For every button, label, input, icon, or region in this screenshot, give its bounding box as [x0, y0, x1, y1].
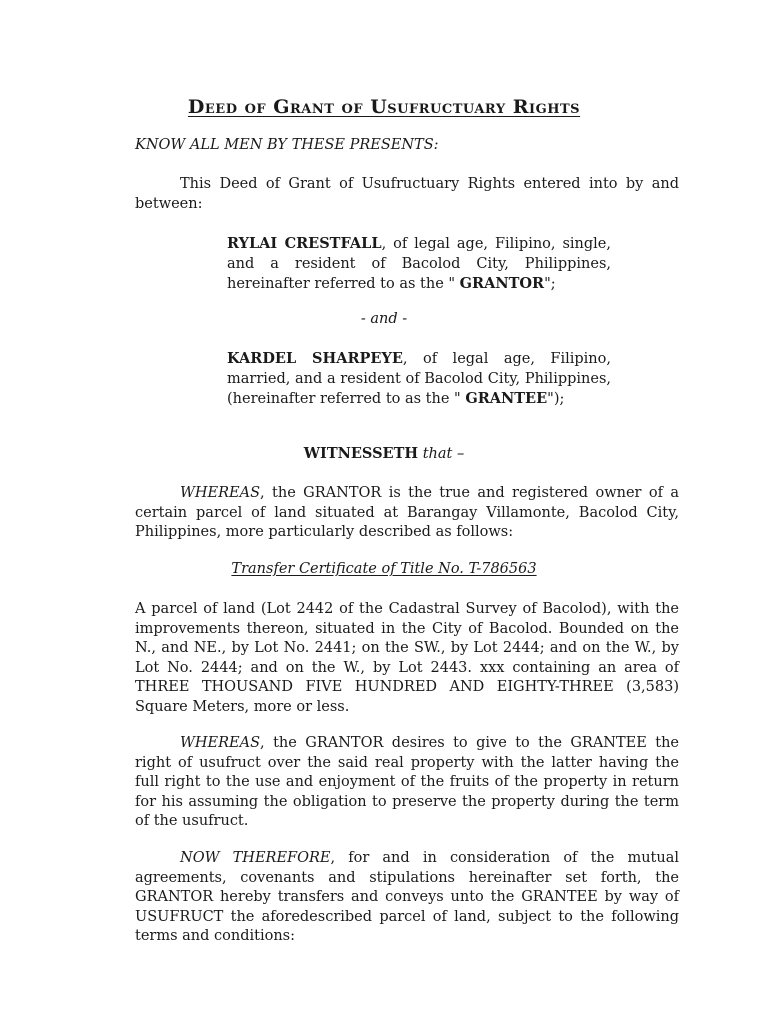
and-separator: [0, 311, 768, 327]
whereas-2-lead: WHEREAS: [180, 735, 261, 751]
document-title: Deed of Grant of Usufructuary Rights: [187, 96, 581, 118]
witnesseth-bold: WITNESSETH: [303, 445, 419, 462]
grantee-block: [227, 349, 611, 410]
grantee-end: ");: [547, 391, 565, 407]
grantor-role: GRANTOR: [459, 275, 545, 292]
whereas-2-text: , the GRANTOR desires to give to the GRANTEE the right of usufruct over the said real property with the latter having the full right to the use and enjoyment of the fruits of the property in return for his assuming the obligation to preserve the property during the term of the usufruct.: [135, 735, 679, 829]
intro-paragraph: This Deed of Grant of Usufructuary Rights entered into by and between:: [135, 176, 679, 212]
grantor-name: RYLAI CRESTFALL: [227, 235, 382, 252]
witnesseth-line: [0, 445, 768, 462]
whereas-1-lead: WHEREAS: [180, 485, 261, 501]
now-therefore-lead: NOW THEREFORE: [180, 850, 331, 866]
now-therefore-paragraph: [135, 849, 679, 947]
grantor-block: [227, 234, 611, 295]
know-all-men-heading: KNOW ALL MEN BY THESE PRESENTS:: [135, 137, 439, 153]
tct-line: [0, 561, 768, 577]
grantor-description: , of legal age, Filipino, single, and a resident of Bacolod City, Philippines, hereinafter referred to as the ": [227, 236, 611, 292]
tct-heading: Transfer Certificate of Title No. T-786563: [231, 561, 537, 577]
witnesseth-italic: that –: [422, 446, 465, 462]
now-therefore-text: , for and in consideration of the mutual agreements, covenants and stipulations hereinafter set forth, the GRANTOR hereby transfers and conveys unto the GRANTEE by way of USUFRUCT the aforedescribed parcel of land, subject to the following terms and conditions:: [135, 850, 679, 944]
grantee-name: KARDEL SHARPEYE: [227, 350, 403, 367]
grantor-end: ";: [544, 276, 556, 292]
whereas-1-text: , the GRANTOR is the true and registered owner of a certain parcel of land situated at Barangay Villamonte, Bacolod City, Philippines, more particularly described as follows:: [135, 485, 679, 540]
whereas-paragraph-1: [135, 484, 679, 543]
whereas-paragraph-2: [135, 734, 679, 832]
grantee-role: GRANTEE: [465, 390, 548, 407]
grantee-description: , of legal age, Filipino, married, and a resident of Bacolod City, Philippines, (hereinafter referred to as the ": [227, 351, 611, 407]
land-description-paragraph: A parcel of land (Lot 2442 of the Cadastral Survey of Bacolod), with the improvements thereon, situated in the City of Bacolod. Bounded on the N., and NE., by Lot No. 2441; on the SW., by Lot 2444; and on the W., by Lot No. 2444; and on the W., by Lot 2443. xxx containing an area of THREE THOUSAND FIVE HUNDRED AND EIGHTY-THREE (3,583) Square Meters, more or less.: [135, 601, 679, 715]
and-separator-text: - and -: [360, 311, 408, 327]
